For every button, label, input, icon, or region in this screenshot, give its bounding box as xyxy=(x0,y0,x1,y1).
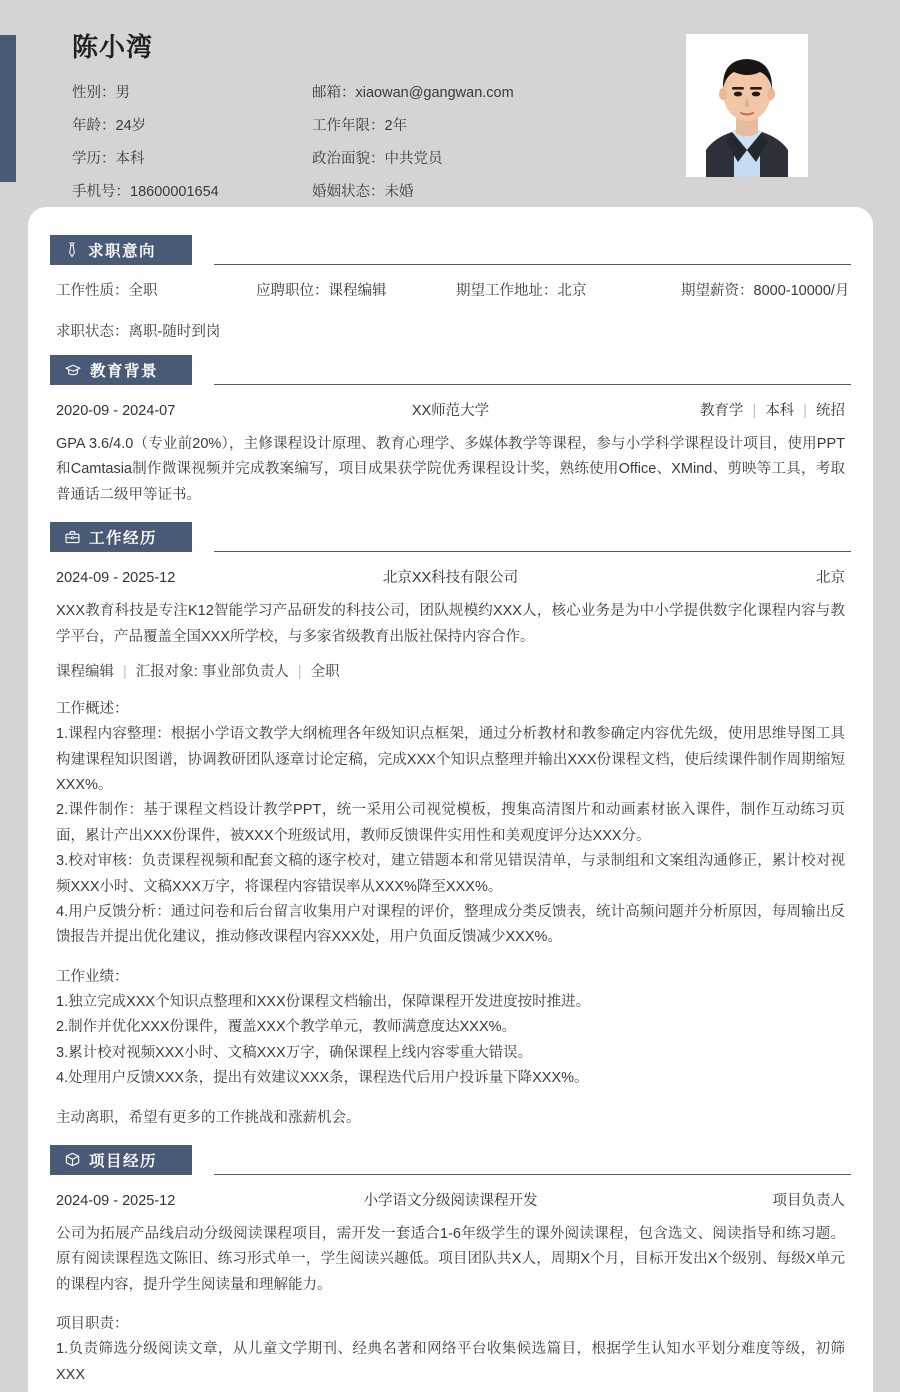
info-item-education xyxy=(72,147,312,168)
section-badge-work xyxy=(50,522,192,552)
project-entry-meta xyxy=(56,1189,845,1210)
box-icon xyxy=(65,1152,80,1167)
info-label: 婚姻状态： xyxy=(312,183,385,200)
work-role-tags xyxy=(56,660,845,681)
project-date: 2024-09 - 2025-12 xyxy=(56,1192,176,1209)
work-employment-type: 全职 xyxy=(310,663,340,680)
graduation-cap-icon xyxy=(65,363,81,377)
section-work-experience xyxy=(50,522,851,1131)
info-label: 政治面貌： xyxy=(312,150,385,167)
education-date: 2020-09 - 2024-07 xyxy=(56,403,176,419)
briefcase-icon xyxy=(65,530,80,544)
kv-job-status xyxy=(56,320,220,341)
work-achievement-title: 工作业绩： xyxy=(56,968,129,985)
kv-target-location xyxy=(456,279,681,300)
education-school: XX师范大学 xyxy=(411,403,490,419)
work-location: 北京 xyxy=(816,570,845,587)
section-title: 教育背景 xyxy=(90,363,159,380)
info-item-work-years xyxy=(312,114,900,135)
project-duty-item: 1.负责筛选分级阅读文章，从儿童文学期刊、经典名著和网络平台收集候选篇目，根据学生认知水平划分难度等级，初筛XXX xyxy=(56,1341,845,1383)
section-badge-education xyxy=(50,355,192,385)
project-name: 小学语文分级阅读课程开发 xyxy=(363,1192,538,1209)
work-role-title: 课程编辑 xyxy=(56,663,114,680)
kv-label: 求职状态： xyxy=(56,324,129,340)
section-title: 求职意向 xyxy=(88,243,157,260)
section-body xyxy=(50,279,851,341)
section-body xyxy=(50,566,851,1131)
kv-target-position xyxy=(256,279,456,300)
info-label: 邮箱： xyxy=(312,84,356,101)
section-badge-project xyxy=(50,1145,192,1175)
kv-label: 期望工作地址： xyxy=(456,283,558,299)
section-title: 项目经历 xyxy=(89,1152,158,1170)
info-value: 本科 xyxy=(115,150,145,167)
education-entry-meta xyxy=(56,399,845,420)
tag-separator: | xyxy=(752,403,757,419)
project-duty-title: 项目职责： xyxy=(56,1316,129,1332)
kv-value: 离职-随时到岗 xyxy=(128,324,221,340)
kv-value: 8000-10000/月 xyxy=(753,283,850,299)
section-badge-job-intention xyxy=(50,235,192,265)
project-background: 公司为拓展产品线启动分级阅读课程项目，需开发一套适合1-6年级学生的课外阅读课程，包含选文、阅读指导和练习题。原有阅读课程选文陈旧、练习形式单一，学生阅读兴趣低。项目团队共X人，周期X个月，目标开发出X个级别、每级X单元的课程内容，提升学生阅读量和理解能力。 xyxy=(56,1225,845,1293)
education-tag-admission: 统招 xyxy=(816,403,845,419)
section-education xyxy=(50,355,851,508)
info-item-gender xyxy=(72,81,312,102)
info-value: xiaowan@gangwan.com xyxy=(355,84,514,101)
info-label: 工作年限： xyxy=(312,117,385,134)
work-company: 北京XX科技有限公司 xyxy=(382,570,519,587)
work-overview-item: 4.用户反馈分析：通过问卷和后台留言收集用户对课程的评价，整理成分类反馈表，统计高频问题并分析原因，每周输出反馈报告并提出优化建议，推动修改课程内容XXX处，用户负面反馈减少XXX%。 xyxy=(56,903,845,946)
kv-value: 全职 xyxy=(128,283,158,299)
work-overview-title: 工作概述： xyxy=(56,700,129,717)
info-value: 男 xyxy=(115,84,130,101)
info-label: 学历： xyxy=(72,150,116,167)
kv-label: 工作性质： xyxy=(56,283,129,299)
info-value: 未婚 xyxy=(384,183,414,200)
section-header xyxy=(50,355,851,385)
kv-value: 北京 xyxy=(557,283,587,299)
resume-header xyxy=(0,0,900,207)
education-tag-degree: 本科 xyxy=(765,403,795,419)
work-date: 2024-09 - 2025-12 xyxy=(56,570,176,587)
work-entry-meta xyxy=(56,566,845,587)
work-leave-reason: 主动离职，希望有更多的工作挑战和涨薪机会。 xyxy=(56,1109,361,1126)
job-intention-row-1 xyxy=(56,279,850,300)
info-item-age xyxy=(72,114,312,135)
section-header xyxy=(50,522,851,552)
header-accent-bar xyxy=(0,35,16,182)
work-overview-item: 2.课件制作：基于课程文档设计教学PPT，统一采用公司视觉模板，搜集高清图片和动画素材嵌入课件，制作互动练习页面，累计产出XXX份课件，被XXX个班级试用，教师反馈课件实用性和美观度评分达XXX分。 xyxy=(56,802,845,844)
section-job-intention xyxy=(50,235,851,341)
section-project-experience xyxy=(50,1145,851,1388)
info-label: 手机号： xyxy=(72,183,130,200)
kv-label: 期望薪资： xyxy=(681,283,754,299)
kv-expected-salary xyxy=(681,279,849,300)
education-description: GPA 3.6/4.0（专业前20%），主修课程设计原理、教育心理学、多媒体教学等课程，参与小学科学课程设计项目，使用PPT和Camtasia制作微课视频并完成教案编写，项目成果获学院优秀课程设计奖，熟练使用Office、XMind、剪映等工具，考取普通话二级甲等证书。 xyxy=(56,436,845,503)
section-rule xyxy=(214,551,851,552)
kv-label: 应聘职位： xyxy=(256,283,329,299)
kv-value: 课程编辑 xyxy=(328,283,387,299)
info-value: 中共党员 xyxy=(384,150,443,167)
info-item-email xyxy=(312,81,900,102)
work-company-intro: XXX教育科技是专注K12智能学习产品研发的科技公司，团队规模约XXX人，核心业务是为中小学提供数字化课程内容与教学平台，产品覆盖全国XXX所学校，与多家省级教育出版社保持内容合作。 xyxy=(56,603,845,645)
work-achievement-item: 1.独立完成XXX个知识点整理和XXX份课程文档输出，保障课程开发进度按时推进。 xyxy=(56,994,591,1010)
project-role: 项目负责人 xyxy=(772,1192,845,1209)
info-label: 性别： xyxy=(72,84,116,101)
tag-separator: | xyxy=(123,663,127,680)
section-rule xyxy=(214,1174,851,1175)
info-value: 18600001654 xyxy=(130,183,219,200)
info-value: 24岁 xyxy=(115,117,147,134)
work-overview-item: 3.校对审核：负责课程视频和配套文稿的逐字校对，建立错题本和常见错误清单，与录制组和文案组沟通修正，累计校对视频XXX小时、文稿XXX万字，将课程内容错误率从XXX%降至XXX%。 xyxy=(56,853,845,895)
section-body xyxy=(50,1189,851,1388)
section-title: 工作经历 xyxy=(89,530,158,548)
section-header xyxy=(50,1145,851,1175)
candidate-name: 陈小湾 xyxy=(72,32,154,62)
section-header xyxy=(50,235,851,265)
work-report-to: 汇报对象: 事业部负责人 xyxy=(135,663,289,680)
candidate-photo xyxy=(686,34,808,177)
info-item-marital xyxy=(312,180,900,201)
work-overview-item: 1.课程内容整理：根据小学语文教学大纲梳理各年级知识点框架，通过分析教材和教参确定内容优先级，使用思维导图工具构建课程知识图谱，协调教研团队逐章讨论定稿，完成XXX个知识点整理并输出XXX份课程文档，使后续课件制作周期缩短XXX%。 xyxy=(56,726,845,793)
tag-separator: | xyxy=(297,663,302,680)
section-body xyxy=(50,399,851,508)
section-rule xyxy=(214,384,851,385)
job-intention-row-2 xyxy=(56,320,845,341)
education-tag-major: 教育学 xyxy=(699,403,744,419)
info-item-political xyxy=(312,147,900,168)
info-value: 2年 xyxy=(384,117,408,134)
info-item-phone xyxy=(72,180,312,201)
work-achievement-item: 2.制作并优化XXX份课件，覆盖XXX个教学单元，教师满意度达XXX%。 xyxy=(56,1019,517,1036)
kv-work-nature xyxy=(56,279,256,300)
section-rule xyxy=(214,264,851,265)
resume-card xyxy=(28,207,873,1392)
info-label: 年龄： xyxy=(72,117,116,134)
work-achievement-item: 3.累计校对视频XXX小时、文稿XXX万字，确保课程上线内容零重大错误。 xyxy=(56,1044,533,1061)
tie-icon xyxy=(65,242,79,258)
education-tags xyxy=(545,399,845,420)
tag-separator: | xyxy=(803,403,807,419)
work-achievement-item: 4.处理用户反馈XXX条，提出有效建议XXX条，课程迭代后用户投诉量下降XXX%。 xyxy=(56,1070,589,1087)
